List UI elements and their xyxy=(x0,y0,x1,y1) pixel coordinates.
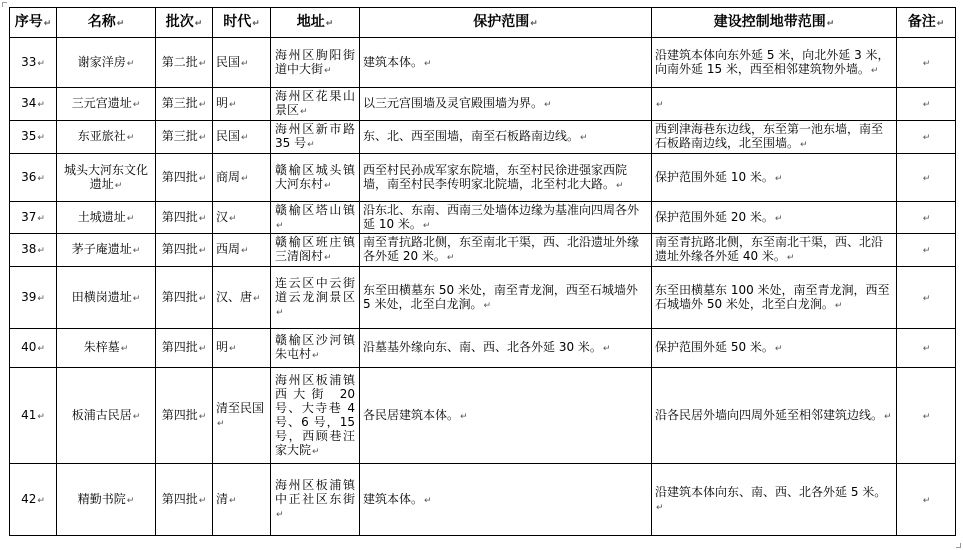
cell-address: 赣榆区城头镇大河东村↵ xyxy=(271,154,360,202)
cell-address: 海州区板浦镇中正社区东街↵ xyxy=(271,464,360,536)
cell-address: 赣榆区班庄镇三清阁村↵ xyxy=(271,234,360,267)
cell-era: 明↵ xyxy=(213,88,271,121)
cell-note: ↵ xyxy=(897,368,956,464)
cell-note: ↵ xyxy=(897,88,956,121)
col-header-control-zone: 建设控制地带范围↵ xyxy=(652,8,897,38)
cell-num: 39↵ xyxy=(10,267,57,329)
cell-address: 赣榆区沙河镇朱屯村↵ xyxy=(271,329,360,368)
cell-batch: 第四批↵ xyxy=(156,368,213,464)
cell-name: 城头大河东文化遗址↵ xyxy=(57,154,156,202)
cell-era: 清↵ xyxy=(213,464,271,536)
header-row xyxy=(10,8,956,38)
cell-control-zone: ↵ xyxy=(652,88,897,121)
cell-era: 商周↵ xyxy=(213,154,271,202)
table-row xyxy=(10,267,956,329)
cell-name: 田横岗遗址↵ xyxy=(57,267,156,329)
cell-address: 海州区朐阳街道中大街↵ xyxy=(271,38,360,88)
table-row xyxy=(10,88,956,121)
cell-batch: 第四批↵ xyxy=(156,202,213,234)
table-row xyxy=(10,329,956,368)
cell-batch: 第三批↵ xyxy=(156,121,213,154)
cell-era: 明↵ xyxy=(213,329,271,368)
cell-protection: 东至田横墓东 50 米处，南至青龙涧，西至石城墙外 5 米处，北至白龙涧。↵ xyxy=(360,267,652,329)
cell-batch: 第四批↵ xyxy=(156,267,213,329)
cell-name: 朱梓墓↵ xyxy=(57,329,156,368)
cell-note: ↵ xyxy=(897,464,956,536)
cell-num: 33↵ xyxy=(10,38,57,88)
cell-num: 41↵ xyxy=(10,368,57,464)
cell-num: 37↵ xyxy=(10,202,57,234)
table-row xyxy=(10,368,956,464)
cell-era: 民国↵ xyxy=(213,121,271,154)
table-row xyxy=(10,154,956,202)
col-header-num: 序号↵ xyxy=(10,8,57,38)
heritage-table xyxy=(9,7,956,536)
cell-era: 西周↵ xyxy=(213,234,271,267)
cell-batch: 第四批↵ xyxy=(156,234,213,267)
cell-note: ↵ xyxy=(897,121,956,154)
cell-note: ↵ xyxy=(897,234,956,267)
cell-batch: 第二批↵ xyxy=(156,38,213,88)
cell-name: 精勤书院↵ xyxy=(57,464,156,536)
cell-address: 连云区中云街道云龙涧景区↵ xyxy=(271,267,360,329)
cell-protection: 沿墓基外缘向东、南、西、北各外延 30 米。↵ xyxy=(360,329,652,368)
cell-address: 海州区花果山景区↵ xyxy=(271,88,360,121)
cell-address: 赣榆区塔山镇↵ xyxy=(271,202,360,234)
cell-num: 34↵ xyxy=(10,88,57,121)
cell-name: 茅子庵遗址↵ xyxy=(57,234,156,267)
cell-control-zone: 沿各民居外墙向四周外延至相邻建筑边线。↵ xyxy=(652,368,897,464)
cell-note: ↵ xyxy=(897,202,956,234)
cell-control-zone: 西到津海巷东边线，东至第一池东墙，南至石板路南边线，北至围墙。↵ xyxy=(652,121,897,154)
col-header-batch: 批次↵ xyxy=(156,8,213,38)
cell-era: 清至民国↵ xyxy=(213,368,271,464)
cell-name: 东亚旅社↵ xyxy=(57,121,156,154)
cell-name: 土城遗址↵ xyxy=(57,202,156,234)
cell-era: 汉↵ xyxy=(213,202,271,234)
cell-note: ↵ xyxy=(897,154,956,202)
cell-batch: 第四批↵ xyxy=(156,154,213,202)
cell-control-zone: 保护范围外延 10 米。↵ xyxy=(652,154,897,202)
cell-note: ↵ xyxy=(897,38,956,88)
table-row xyxy=(10,464,956,536)
cell-control-zone: 保护范围外延 50 米。↵ xyxy=(652,329,897,368)
cell-era: 民国↵ xyxy=(213,38,271,88)
col-header-address: 地址↵ xyxy=(271,8,360,38)
cell-batch: 第三批↵ xyxy=(156,88,213,121)
table-row xyxy=(10,38,956,88)
cell-protection: 东、北、西至围墙，南至石板路南边线。↵ xyxy=(360,121,652,154)
cell-num: 40↵ xyxy=(10,329,57,368)
cell-protection: 沿东北、东南、西南三处墙体边缘为基准向四周各外延 10 米。↵ xyxy=(360,202,652,234)
cell-protection: 建筑本体。↵ xyxy=(360,38,652,88)
col-header-protection: 保护范围↵ xyxy=(360,8,652,38)
col-header-era: 时代↵ xyxy=(213,8,271,38)
col-header-name: 名称↵ xyxy=(57,8,156,38)
cell-batch: 第四批↵ xyxy=(156,464,213,536)
cell-num: 35↵ xyxy=(10,121,57,154)
table-row xyxy=(10,202,956,234)
cell-control-zone: 沿建筑本体向东、南、西、北各外延 5 米。↵ xyxy=(652,464,897,536)
cell-protection: 以三元宫围墙及灵官殿围墙为界。↵ xyxy=(360,88,652,121)
cell-address: 海州区板浦镇西大街 20 号、大寺巷 4 号、6 号，15 号，西顾巷汪家大院↵ xyxy=(271,368,360,464)
cell-note: ↵ xyxy=(897,329,956,368)
cell-note: ↵ xyxy=(897,267,956,329)
cell-protection: 各民居建筑本体。↵ xyxy=(360,368,652,464)
table-row xyxy=(10,234,956,267)
cell-era: 汉、唐↵ xyxy=(213,267,271,329)
cell-name: 谢家洋房↵ xyxy=(57,38,156,88)
table-row xyxy=(10,121,956,154)
cell-name: 板浦古民居↵ xyxy=(57,368,156,464)
cell-protection: 南至青抗路北侧，东至南北干渠，西、北沿遗址外缘各外延 20 米。↵ xyxy=(360,234,652,267)
cell-control-zone: 南至青抗路北侧，东至南北干渠，西、北沿遗址外缘各外延 40 米。↵ xyxy=(652,234,897,267)
cell-name: 三元宫遗址↵ xyxy=(57,88,156,121)
cell-address: 海州区新市路 35 号↵ xyxy=(271,121,360,154)
cell-control-zone: 东至田横墓东 100 米处，南至青龙涧，西至石城墙外 50 米处，北至白龙涧。↵ xyxy=(652,267,897,329)
cell-protection: 西至村民孙成军家东院墙，东至村民徐进强家西院墙，南至村民李传明家北院墙，北至村北大路。↵ xyxy=(360,154,652,202)
cell-protection: 建筑本体。↵ xyxy=(360,464,652,536)
col-header-note: 备注↵ xyxy=(897,8,956,38)
cell-num: 42↵ xyxy=(10,464,57,536)
cell-batch: 第四批↵ xyxy=(156,329,213,368)
cell-num: 38↵ xyxy=(10,234,57,267)
cell-num: 36↵ xyxy=(10,154,57,202)
cell-control-zone: 保护范围外延 20 米。↵ xyxy=(652,202,897,234)
cell-control-zone: 沿建筑本体向东外延 5 米，向北外延 3 米，向南外延 15 米，西至相邻建筑物外墙。↵ xyxy=(652,38,897,88)
